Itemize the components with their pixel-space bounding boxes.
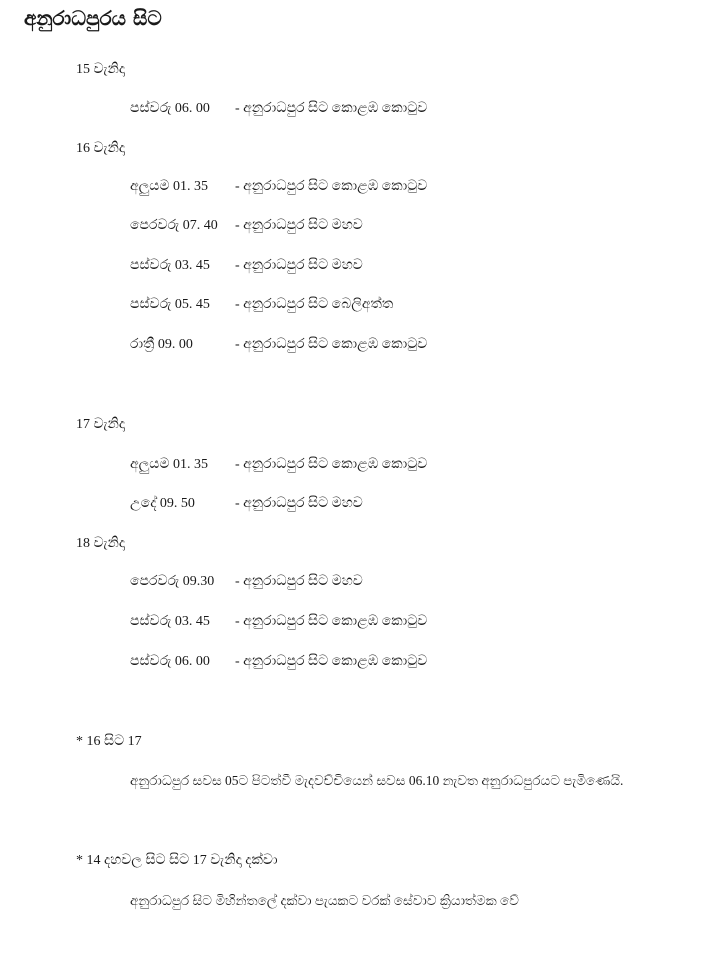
departure-time: පස්වරු 03. 45	[130, 614, 210, 629]
departure-time: පස්වරු 03. 45	[130, 258, 210, 273]
schedule-row	[130, 614, 427, 630]
day-heading-16: 16 වැනිදා	[76, 141, 126, 156]
departure-time: අලුයම 01. 35	[130, 457, 208, 472]
schedule-row	[130, 457, 427, 473]
route-text: - අනුරාධපුර සිට මහව	[235, 496, 363, 511]
departure-time: පෙරවරු 07. 40	[130, 218, 218, 233]
departure-time: පෙරවරු 09.30	[130, 574, 215, 589]
schedule-row	[130, 179, 427, 195]
departure-time: අලුයම 01. 35	[130, 179, 208, 194]
route-text: - අනුරාධපුර සිට කොළඹ කොටුව	[235, 337, 428, 352]
note-text: අනුරාධපුර සිට මිහින්තලේ දක්වා පැයකට වරක් සේවාව ක්‍රියාත්මක වේ	[130, 893, 519, 908]
schedule-row	[130, 101, 427, 117]
route-text: - අනුරාධපුර සිට කොළඹ කොටුව	[235, 457, 428, 472]
day-heading-15: 15 වැනිදා	[76, 62, 126, 77]
note-heading: * 14 දහවල සිට සිට 17 වැනිදා දක්වා	[76, 853, 278, 868]
route-text: - අනුරාධපුර සිට මහව	[235, 574, 363, 589]
day-heading-17: 17 වැනිදා	[76, 417, 126, 432]
route-text: - අනුරාධපුර සිට කොළඹ කොටුව	[235, 179, 428, 194]
schedule-row	[130, 297, 393, 313]
page-title: අනුරාධපුරය සිට	[24, 6, 162, 30]
schedule-row	[130, 654, 427, 670]
route-text: - අනුරාධපුර සිට මහව	[235, 258, 363, 273]
route-text: - අනුරාධපුර සිට කොළඹ කොටුව	[235, 101, 428, 116]
note-text: අනුරාධපුර සවස 05ට පිටත්වී මැදවච්චියෙන් සවස 06.10 නැවත අනුරාධපුරයට පැමිණෙයි.	[130, 773, 624, 788]
day-heading-18: 18 වැනිදා	[76, 536, 126, 551]
schedule-row	[130, 258, 363, 274]
schedule-row	[130, 337, 427, 353]
departure-time: පස්වරු 05. 45	[130, 297, 210, 312]
schedule-row	[130, 496, 363, 512]
note-heading: * 16 සිට 17	[76, 734, 142, 749]
schedule-row	[130, 218, 363, 234]
departure-time: පස්වරු 06. 00	[130, 101, 210, 116]
route-text: - අනුරාධපුර සිට කොළඹ කොටුව	[235, 654, 428, 669]
departure-time: රාත්‍රී 09. 00	[130, 337, 193, 352]
departure-time: පස්වරු 06. 00	[130, 654, 210, 669]
route-text: - අනුරාධපුර සිට බෙලිඅත්ත	[235, 297, 394, 312]
route-text: - අනුරාධපුර සිට මහව	[235, 218, 363, 233]
schedule-row	[130, 574, 363, 590]
departure-time: උදේ 09. 50	[130, 496, 195, 511]
route-text: - අනුරාධපුර සිට කොළඹ කොටුව	[235, 614, 428, 629]
